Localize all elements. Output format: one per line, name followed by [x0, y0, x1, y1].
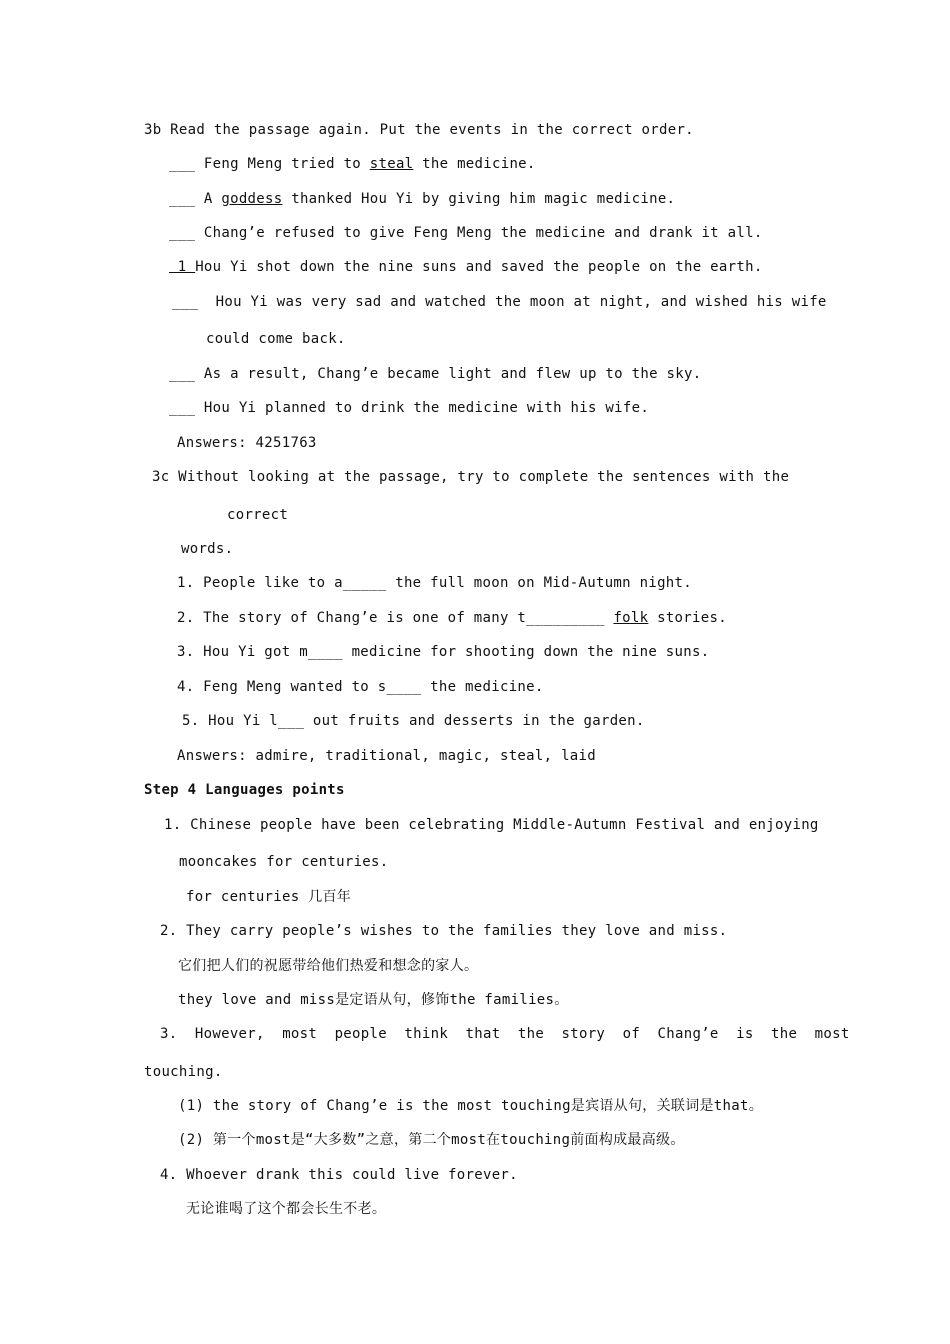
section-3b-title: 3b Read the passage again. Put the events in the correct order.: [144, 122, 694, 138]
answers-3b: Answers: 4251763: [177, 435, 317, 451]
point-3-note-2: (2) 第一个most是“大多数”之意，第二个most在touching前面构成最高级。: [178, 1132, 685, 1148]
point-3-cont: touching.: [144, 1064, 223, 1080]
point-4: 4. Whoever drank this could live forever.: [160, 1167, 518, 1183]
point-2-translation: 它们把人们的祝愿带给他们热爱和想念的家人。: [178, 958, 479, 974]
list-item: 1 Hou Yi shot down the nine suns and saved the people on the earth.: [169, 259, 763, 275]
point-2: 2. They carry people’s wishes to the families they love and miss.: [160, 923, 728, 939]
point-3-note-1: (1) the story of Chang’e is the most touching是宾语从句，关联词是that。: [178, 1098, 764, 1114]
point-3: 3. However, most people think that the story of Chang’e is the most: [160, 1026, 850, 1042]
section-3c-title: 3c Without looking at the passage, try to complete the sentences with the: [152, 469, 790, 485]
list-item: ___ Hou Yi was very sad and watched the moon at night, and wished his wife: [172, 294, 827, 310]
list-item: 1. People like to a_____ the full moon on Mid-Autumn night.: [177, 575, 692, 591]
list-item-continuation: could come back.: [206, 331, 346, 347]
point-4-translation: 无论谁喝了这个都会长生不老。: [186, 1201, 387, 1217]
list-item: 4. Feng Meng wanted to s____ the medicine.: [177, 679, 544, 695]
list-item: ___ As a result, Chang’e became light and flew up to the sky.: [169, 366, 702, 382]
list-item: ___ Chang’e refused to give Feng Meng the medicine and drank it all.: [169, 225, 763, 241]
list-item: 5. Hou Yi l___ out fruits and desserts in the garden.: [182, 713, 645, 729]
list-item: 3. Hou Yi got m____ medicine for shooting down the nine suns.: [177, 644, 710, 660]
list-item: ___ A goddess thanked Hou Yi by giving him magic medicine.: [169, 191, 676, 207]
point-1-note: for centuries 几百年: [186, 889, 352, 905]
answers-3c: Answers: admire, traditional, magic, steal, laid: [177, 748, 596, 764]
point-1-cont: mooncakes for centuries.: [179, 854, 389, 870]
section-3c-title-cont: correct: [227, 507, 289, 523]
step4-heading: Step 4 Languages points: [144, 782, 345, 798]
list-item: ___ Feng Meng tried to steal the medicine.: [169, 156, 536, 172]
point-2-note: they love and miss是定语从句，修饰the families。: [178, 992, 569, 1008]
point-1: 1. Chinese people have been celebrating Middle-Autumn Festival and enjoying: [164, 817, 819, 833]
list-item: ___ Hou Yi planned to drink the medicine with his wife.: [169, 400, 650, 416]
list-item: 2. The story of Chang’e is one of many t_________ folk stories.: [177, 610, 727, 626]
section-3c-title-cont: words.: [181, 541, 234, 557]
